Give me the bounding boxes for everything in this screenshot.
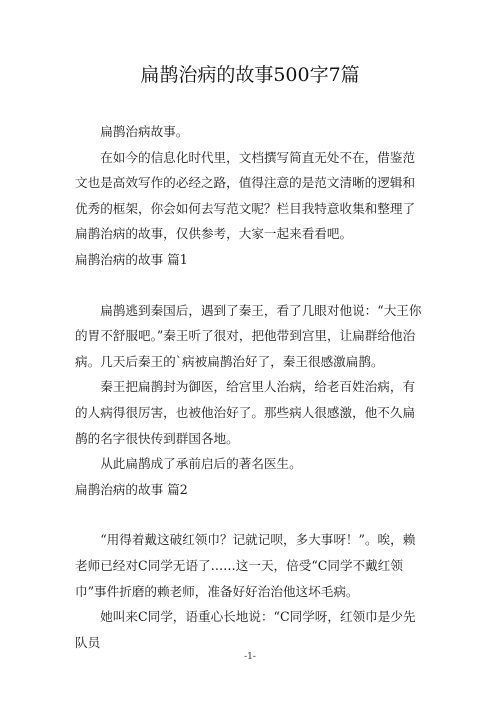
- section-gap: [75, 273, 427, 298]
- document-title: 扁鹊治病的故事500字7篇: [140, 64, 360, 86]
- section-1-paragraph-3: 从此扁鹊成了承前启后的著名医生。: [100, 456, 302, 472]
- section-gap: [75, 502, 427, 527]
- section-1-paragraph-2: 秦王把扁鹊封为御医，给宫里人治病，给老百姓治病，有的人病得很厉害，也被他治好了。那些病人很感激，他不久扁鹊的名字很快传到群国各地。: [75, 379, 416, 446]
- section-heading-2: 扁鹊治病的故事 篇2: [75, 481, 188, 497]
- section-2-paragraph-1: “用得着戴这破红领巾？记就记呗，多大事呀！”。唉，赖老师已经对C同学无语了……这一天，倍受“C同学不戴红领巾”事件折磨的赖老师，准备好好治治他这坏毛病。: [75, 532, 416, 599]
- intro-paragraph-2: 在如今的信息化时代里，文档撰写简直无处不在，借鉴范文也是高效写作的必经之路，值得注意的是范文清晰的逻辑和优秀的框架，你会如何去写范文呢？栏目我特意收集和整理了扁鹊治病的故事，仅供参考，大家一起来看看吧。: [75, 149, 416, 242]
- section-heading-1: 扁鹊治病的故事 篇1: [75, 251, 188, 267]
- intro-paragraph-1: 扁鹊治病故事。: [100, 124, 189, 139]
- section-1-paragraph-1: 扁鹊逃到秦国后，遇到了秦王，看了几眼对他说：“大王你的胃不舒服吧。”秦王听了很对，把他带到宫里，让扁群给他治病。几天后秦王的`病被扁鹊治好了，秦王很感激扁鹊。: [75, 302, 422, 369]
- page-number: -1-: [244, 652, 256, 662]
- document-body: [75, 119, 427, 655]
- section-2-paragraph-2: 她叫来C同学，语重心长地说：“C同学呀，红领巾是少先队员: [75, 609, 416, 650]
